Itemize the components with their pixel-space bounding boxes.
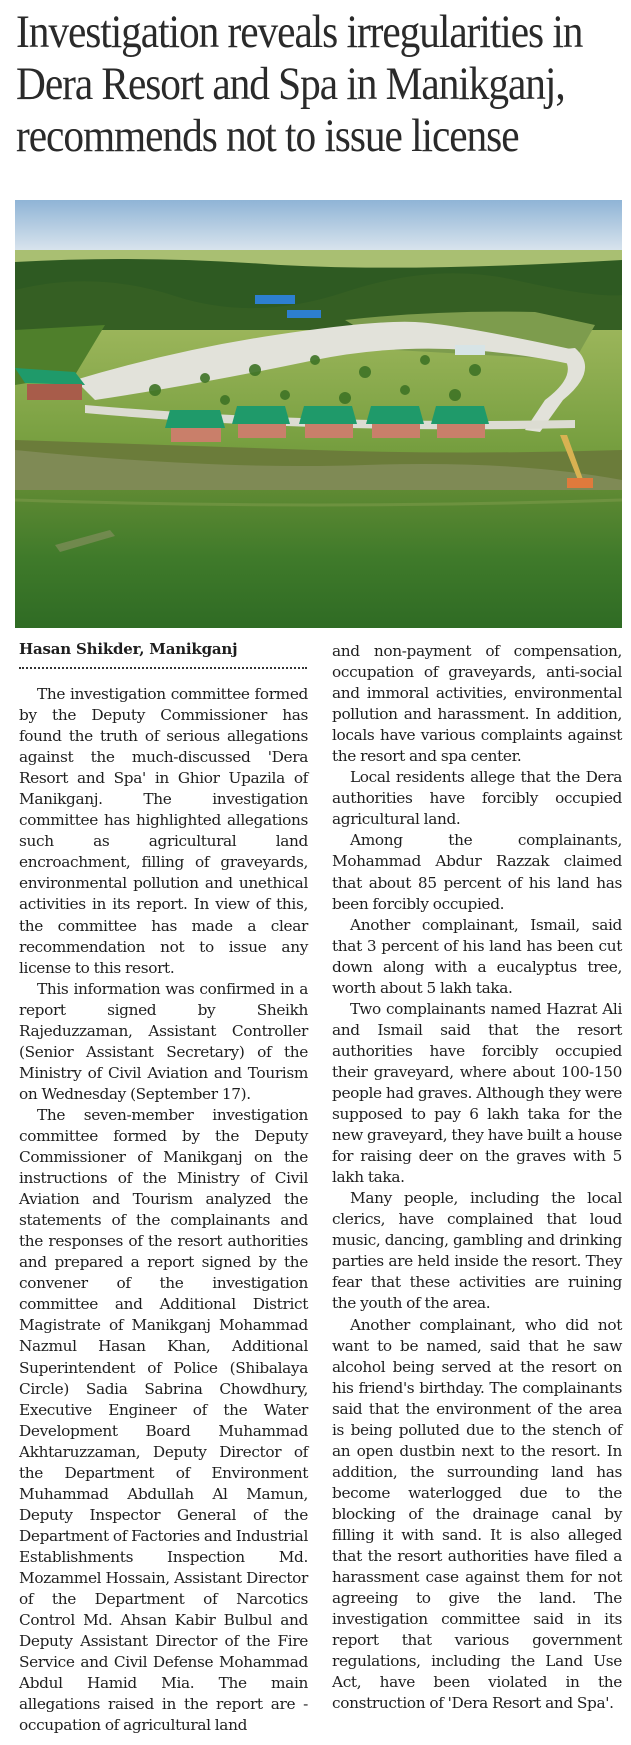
headline-line-2: Dera Resort and Spa in Manikganj, [16,58,565,110]
headline-line-3: recommends not to issue license [16,110,519,162]
paragraph: Another complainant, who did not want to be named, said that he saw alcohol being served at the resort on his friend's birthday. The complainants said that the environment of the area is being polluted due to the stench of an open dustbin next to the resort. In addition, the surrounding land has become waterlogged due to the blocking of the drainage canal by filling it with sand. It is also alleged that the resort authorities have filed a harassment case against them for not agreeing to give the land. The investigation committee said in its report that various government regulations, including the Land Use Act, have been violated in the construction of 'Dera Resort and Spa'. [332,1315,622,1713]
byline: Hasan Shikder, Manikganj [19,640,238,658]
resort-aerial-photo [15,200,622,628]
paragraph: Among the complainants, Mohammad Abdur Razzak claimed that about 85 percent of his land has been forcibly occupied. [332,831,622,913]
paragraph: The investigation committee formed by the Deputy Commissioner has found the truth of serious allegations against the much-discussed 'Dera Resort and Spa' in Ghior Upazila of Manikganj. The investigation committee has highlighted allegations such as agricultural land encroachment, filling of graveyards, environmental pollution and unethical activities in its report. In view of this, the committee has made a clear recommendation not to issue any license to this resort. [19,685,308,977]
paragraph: Another complainant, Ismail, said that 3 percent of his land has been cut down along with a eucalyptus tree, worth about 5 lakh taka. [332,915,622,997]
byline-divider [19,667,307,669]
paragraph-continued: and non-payment of compensation, occupation of graveyards, anti-social and immoral activities, environmental pollution and harassment. In addition, locals have various complaints against the resort and spa center. [332,642,622,766]
paragraph: Many people, including the local clerics, have complained that loud music, dancing, gambling and drinking parties are held inside the resort. They fear that these activities are ruining the youth of the area. [332,1189,622,1313]
paragraph: Two complainants named Hazrat Ali and Ismail said that the resort authorities have forcibly occupied their graveyard, where about 100-150 people had graves. Although they were supposed to pay 6 lakh taka for the new graveyard, they have built a house for raising deer on the graves with 5 lakh taka. [332,999,622,1187]
headline [16,6,583,162]
paragraph: This information was confirmed in a report signed by Sheikh Rajeduzzaman, Assistant Controller (Senior Assistant Secretary) of the Ministry of Civil Aviation and Tourism on Wednesday (September 17). [19,979,308,1103]
paragraph: The seven-member investigation committee formed by the Deputy Commissioner of Manikganj on the instructions of the Ministry of Civil Aviation and Tourism analyzed the statements of the complainants and the responses of the resort authorities and prepared a report signed by the convener of the investigation committee and Additional District Magistrate of Manikganj Mohammad Nazmul Hasan Khan, Additional Superintendent of Police (Shibalaya Circle) Sadia Sabrina Chowdhury, Executive Engineer of the Water Development Board Muhammad Akhtaruzzaman, Deputy Director of the Department of Environment Muhammad Abdullah Al Mamun, Deputy Inspector General of the Department of Factories and Industrial Establishments Inspection Md. Mozammel Hossain, Assistant Director of the Department of Narcotics Control Md. Ahsan Kabir Bulbul and Deputy Assistant Director of the Fire Service and Civil Defense Mohammad Abdul Hamid Mia. The main allegations raised in the report are - occupation of agricultural land [19,1105,308,1735]
headline-line-1: Investigation reveals irregularities in [16,6,583,58]
paragraph: Local residents allege that the Dera authorities have forcibly occupied agricultural land. [332,768,622,829]
article-column-left [19,684,308,1736]
article-column-right [332,641,622,1714]
